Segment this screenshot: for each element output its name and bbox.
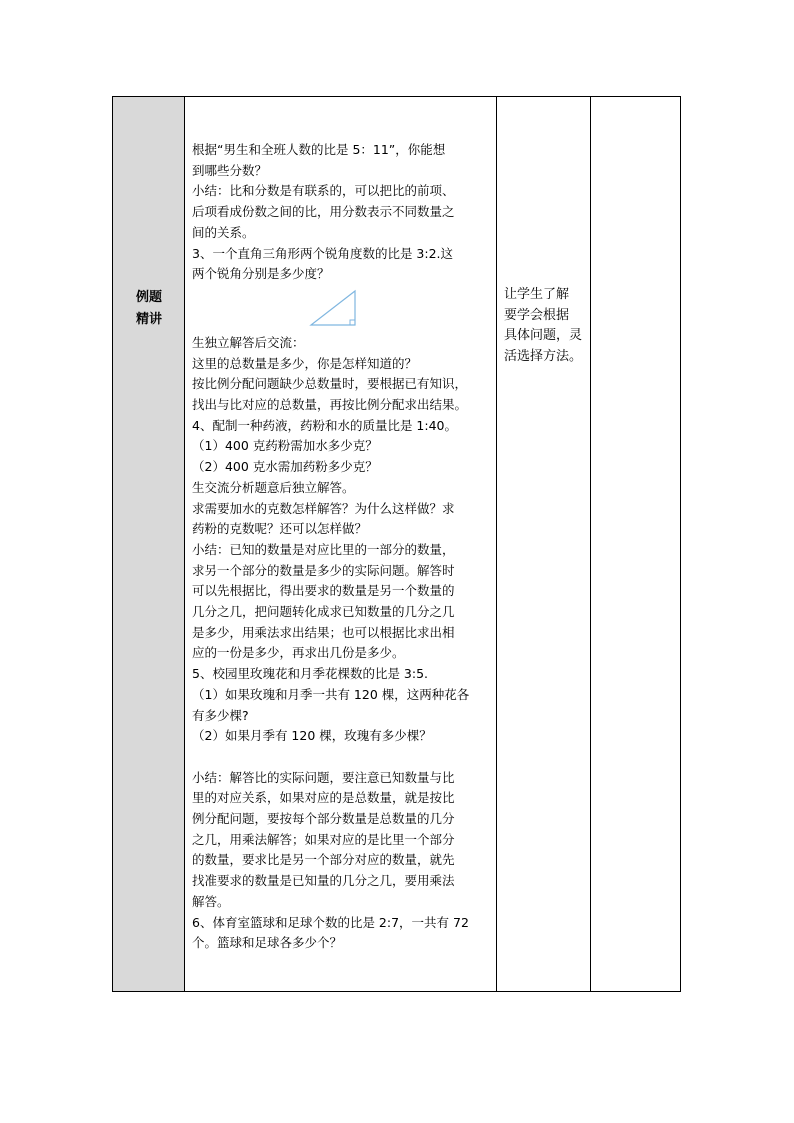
right-triangle-icon	[309, 289, 359, 327]
content-line: 到哪些分数？	[192, 162, 268, 178]
content-line: 间的关系。	[192, 224, 255, 240]
content-line: （2）400 克水需加药粉多少克？	[192, 459, 378, 475]
content-line: 生独立解答后交流：	[192, 334, 305, 350]
section-label-cell	[113, 97, 185, 991]
content-line: 之几，用乘法解答；如果对应的是比里一个部分	[192, 831, 455, 847]
empty-cell	[591, 97, 680, 991]
lesson-table	[112, 96, 681, 992]
teaching-content	[192, 140, 490, 954]
content-line: 药粉的克数呢？还可以怎样做？	[192, 521, 368, 537]
content-line: 按比例分配问题缺少总数量时，要根据已有知识，	[192, 376, 468, 392]
content-line: 可以先根据比，得出要求的数量是另一个数量的	[192, 583, 455, 599]
content-block-2	[192, 333, 490, 747]
design-intent-cell	[497, 97, 591, 991]
content-line: 找准要求的数量是已知量的几分之几，要用乘法	[192, 873, 455, 889]
content-line: 求另一个部分的数量是多少的实际问题。解答时	[192, 562, 455, 578]
content-line: （2）如果月季有 120 棵，玫瑰有多少棵？	[192, 728, 432, 744]
design-note-line: 活选择方法。	[504, 348, 583, 364]
content-line: 小结：解答比的实际问题，要注意已知数量与比	[192, 769, 455, 785]
content-line: 找出与比对应的总数量，再按比例分配求出结果。	[192, 397, 468, 413]
content-line: 4、配制一种药液，药粉和水的质量比是 1:40。	[192, 417, 457, 433]
content-line: 6、体育室篮球和足球个数的比是 2:7，一共有 72	[192, 914, 469, 930]
design-note-line: 让学生了解	[504, 287, 570, 302]
design-intent-note	[504, 285, 586, 367]
section-label: 例题 精讲	[135, 290, 162, 327]
content-line: 例分配问题，要按每个部分数量是总数量的几分	[192, 811, 455, 827]
content-line: 这里的总数量是多少，你是怎样知道的？	[192, 355, 418, 371]
content-line: 小结：已知的数量是对应比里的一部分的数量，	[192, 541, 455, 557]
right-triangle-figure	[192, 285, 490, 333]
content-line: 根据“男生和全班人数的比是 5：11”，你能想	[192, 142, 446, 157]
content-line: 5、校园里玫瑰花和月季花棵数的比是 3:5.	[192, 666, 429, 682]
content-line: （1）400 克药粉需加水多少克？	[192, 438, 378, 454]
teaching-content-cell	[185, 97, 497, 991]
design-note-line: 要学会根据	[504, 307, 570, 323]
content-block-3	[192, 768, 490, 954]
content-line: 的数量，要求比是另一个部分对应的数量，就先	[192, 852, 455, 868]
content-line: 两个锐角分别是多少度？	[192, 266, 330, 282]
content-line: 解答。	[192, 893, 230, 909]
content-line: 生交流分析题意后独立解答。	[192, 479, 355, 495]
content-line: 有多少棵?	[192, 707, 249, 723]
content-line: 求需要加水的克数怎样解答？为什么这样做？求	[192, 500, 455, 516]
design-note-line: 具体问题，灵	[504, 328, 583, 343]
content-line: 里的对应关系，如果对应的是总数量，就是按比	[192, 790, 455, 806]
content-line: 是多少，用乘法求出结果；也可以根据比求出相	[192, 624, 455, 640]
content-line: 个。篮球和足球各多少个？	[192, 935, 343, 951]
content-line: 3、一个直角三角形两个锐角度数的比是 3:2.这	[192, 245, 454, 261]
content-line: 应的一份是多少，再求出几份是多少。	[192, 645, 405, 661]
content-line: （1）如果玫瑰和月季一共有 120 棵，这两种花各	[192, 686, 470, 702]
content-block-1	[192, 140, 490, 285]
blank-line	[192, 747, 490, 768]
content-line: 后项看成份数之间的比，用分数表示不同数量之	[192, 204, 455, 220]
content-line: 几分之几，把问题转化成求已知数量的几分之几	[192, 604, 455, 620]
content-line: 小结：比和分数是有联系的，可以把比的前项、	[192, 183, 455, 199]
